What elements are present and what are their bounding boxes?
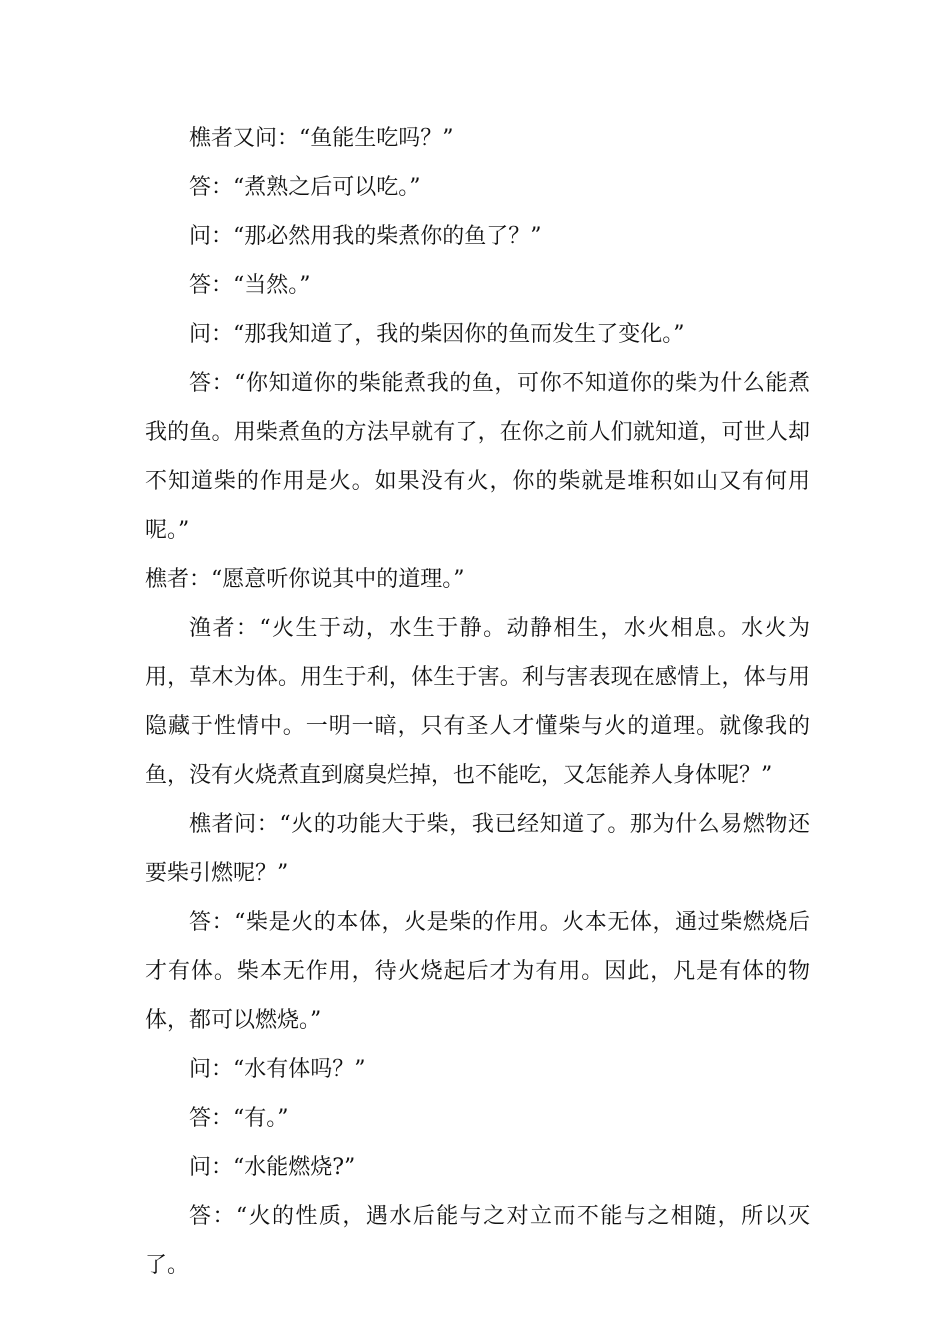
paragraph: 樵者问：“火的功能大于柴，我已经知道了。那为什么易燃物还要柴引燃呢？” — [145, 812, 810, 886]
paragraph: 答：“煮熟之后可以吃。” — [189, 175, 421, 200]
paragraph: 答：“你知道你的柴能煮我的鱼，可你不知道你的柴为什么能煮我的鱼。用柴煮鱼的方法早就有了，在你之前人们就知道，可世人却不知道柴的作用是火。如果没有火，你的柴就是堆积如山又有何用呢。” — [145, 371, 810, 543]
paragraph: 问：“水有体吗？” — [189, 1057, 366, 1082]
paragraph: 答：“有。” — [189, 1106, 289, 1131]
document-body — [145, 114, 810, 1290]
paragraph: 渔者：“火生于动，水生于静。动静相生，水火相息。水火为用，草木为体。用生于利，体生于害。利与害表现在感情上，体与用隐藏于性情中。一明一暗，只有圣人才懂柴与火的道理。就像我的鱼，没有火烧煮直到腐臭烂掉，也不能吃，又怎能养人身体呢？” — [145, 616, 810, 788]
paragraph: 问：“那必然用我的柴煮你的鱼了？” — [189, 224, 542, 249]
paragraph: 答：“当然。” — [189, 273, 311, 298]
paragraph: 樵者：“愿意听你说其中的道理。” — [145, 567, 465, 592]
paragraph: 樵者又问：“鱼能生吃吗？” — [189, 126, 454, 151]
paragraph: 问：“水能燃烧?” — [189, 1155, 356, 1180]
paragraph: 问：“那我知道了，我的柴因你的鱼而发生了变化。” — [189, 322, 685, 347]
paragraph: 答：“柴是火的本体，火是柴的作用。火本无体，通过柴燃烧后才有体。柴本无作用，待火烧起后才为有用。因此，凡是有体的物体，都可以燃烧。” — [145, 910, 810, 1033]
paragraph: 答：“火的性质，遇水后能与之对立而不能与之相随，所以灭了。 — [145, 1204, 810, 1278]
